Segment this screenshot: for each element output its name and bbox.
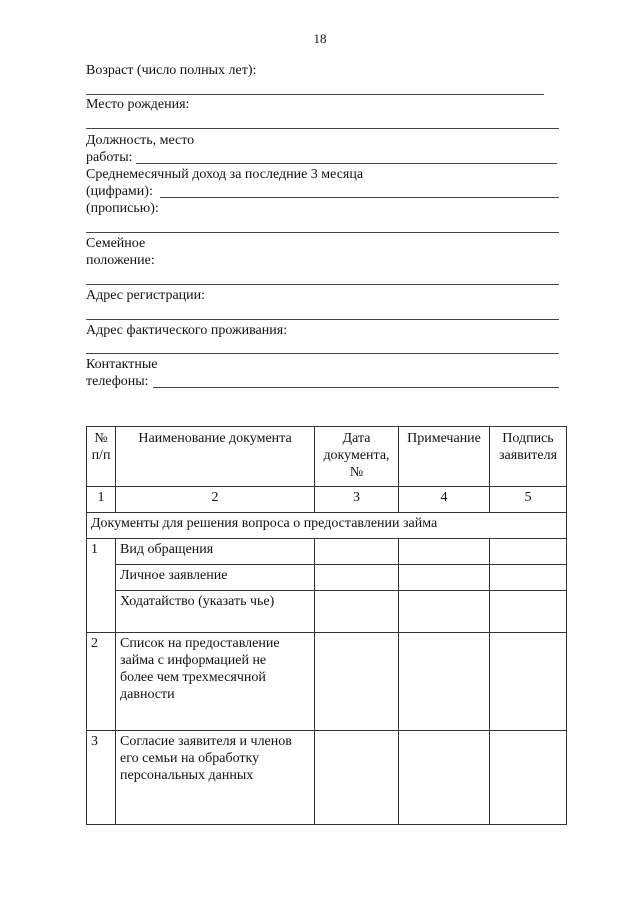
doc-sign-cell[interactable]: [490, 565, 567, 591]
income-words-line[interactable]: [86, 232, 559, 233]
reg-address-line[interactable]: [86, 319, 559, 320]
table-row: [87, 565, 567, 591]
position-line[interactable]: [136, 163, 557, 164]
col-number-1: 1: [87, 487, 116, 513]
documents-table: [86, 426, 567, 825]
table-header-row: [87, 427, 567, 487]
col-number-5: 5: [490, 487, 567, 513]
age-line[interactable]: [86, 94, 544, 95]
section-title-row: [87, 513, 567, 539]
row-num: 3: [87, 731, 116, 825]
age-label: Возраст (число полных лет):: [86, 63, 257, 78]
doc-date-cell[interactable]: [315, 731, 399, 825]
doc-note-cell[interactable]: [399, 591, 490, 633]
doc-name: Согласие заявителя и членов его семьи на обработку персональных данных: [116, 731, 315, 825]
marital-line[interactable]: [86, 284, 559, 285]
row-num: 2: [87, 633, 116, 731]
position-label-2: работы:: [86, 150, 133, 165]
doc-date-cell[interactable]: [315, 633, 399, 731]
doc-note-cell[interactable]: [399, 539, 490, 565]
doc-sign-cell[interactable]: [490, 539, 567, 565]
actual-address-line[interactable]: [86, 353, 559, 354]
doc-name: Личное заявление: [116, 565, 315, 591]
marital-label-2: положение:: [86, 253, 155, 268]
header-date: Дата документа, №: [315, 427, 399, 487]
table-row: [87, 591, 567, 633]
doc-sign-cell[interactable]: [490, 731, 567, 825]
marital-label-1: Семейное: [86, 236, 146, 251]
birthplace-label: Место рождения:: [86, 97, 190, 112]
doc-name: Список на предоставление займа с информацией не более чем трехмесячной давности: [116, 633, 315, 731]
col-number-4: 4: [399, 487, 490, 513]
phones-label-2: телефоны:: [86, 374, 149, 389]
header-name: Наименование документа: [116, 427, 315, 487]
col-number-2: 2: [116, 487, 315, 513]
doc-note-cell[interactable]: [399, 565, 490, 591]
table-row: [87, 633, 567, 731]
reg-address-label: Адрес регистрации:: [86, 288, 206, 303]
actual-address-label: Адрес фактического проживания:: [86, 323, 288, 338]
income-words-label: (прописью):: [86, 201, 159, 216]
doc-sign-cell[interactable]: [490, 633, 567, 731]
income-digits-line[interactable]: [160, 197, 559, 198]
row-num: 1: [87, 539, 116, 633]
column-number-row: [87, 487, 567, 513]
income-label: Среднемесячный доход за последние 3 месяца: [86, 167, 364, 182]
doc-sign-cell[interactable]: [490, 591, 567, 633]
header-num: № п/п: [87, 427, 116, 487]
doc-name: Вид обращения: [116, 539, 315, 565]
phones-label-1: Контактные: [86, 357, 158, 372]
page-number: 18: [313, 31, 327, 46]
income-digits-label: (цифрами):: [86, 184, 153, 199]
section-title: Документы для решения вопроса о предоставлении займа: [87, 513, 567, 539]
doc-name: Ходатайство (указать чье): [116, 591, 315, 633]
table-row: [87, 539, 567, 565]
birthplace-line[interactable]: [86, 128, 559, 129]
doc-date-cell[interactable]: [315, 539, 399, 565]
header-note: Примечание: [399, 427, 490, 487]
doc-date-cell[interactable]: [315, 591, 399, 633]
doc-note-cell[interactable]: [399, 633, 490, 731]
phones-line[interactable]: [153, 387, 559, 388]
doc-date-cell[interactable]: [315, 565, 399, 591]
position-label-1: Должность, место: [86, 133, 195, 148]
col-number-3: 3: [315, 487, 399, 513]
doc-note-cell[interactable]: [399, 731, 490, 825]
table-row: [87, 731, 567, 825]
header-sign: Подпись заявителя: [490, 427, 567, 487]
